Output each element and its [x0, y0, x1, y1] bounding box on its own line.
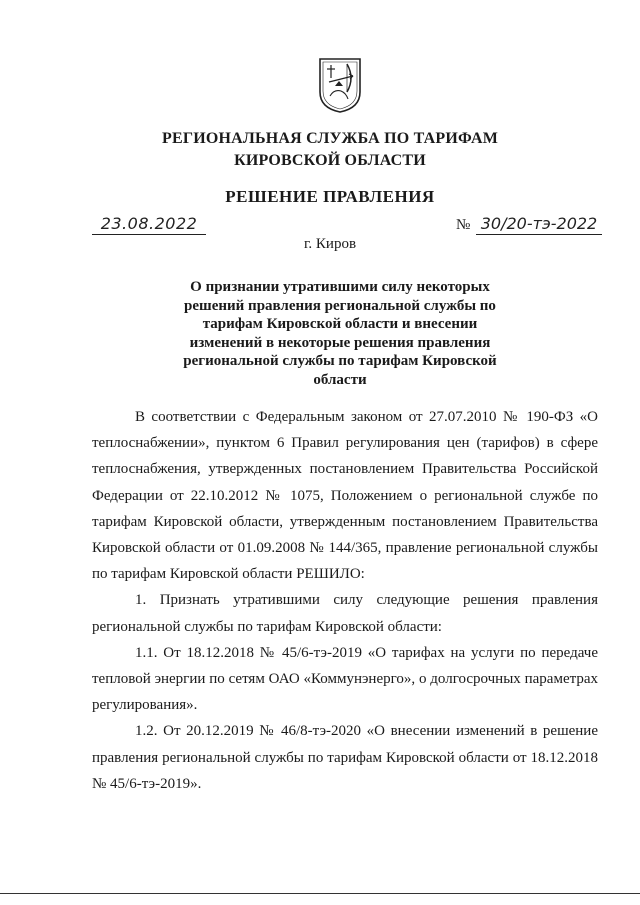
organization-title-line-1: РЕГИОНАЛЬНАЯ СЛУЖБА ПО ТАРИФАМ: [161, 130, 499, 147]
organization-title: [80, 128, 580, 172]
kirov-coat-of-arms-icon: [317, 56, 363, 114]
decision-subject: О признании утратившими силу некоторых решений правления региональной службы по тарифам Кировской области и внесении изменений в некоторые решения правления региональной службы по тарифам Кировской области: [183, 279, 497, 388]
paragraph-item-1-2: 1.2. От 20.12.2019 № 46/8-тэ-2020 «О внесении изменений в решение правления региональной службы по тарифам Кировской области от 18.12.2018 № 45/6-тэ-2019».: [92, 723, 598, 792]
decision-title: РЕШЕНИЕ ПРАВЛЕНИЯ: [225, 187, 435, 206]
page-bottom-divider: [0, 893, 640, 894]
paragraph-item-1-1: 1.1. От 18.12.2018 № 45/6-тэ-2019 «О тарифах на услуги по передаче тепловой энергии по сетям ОАО «Коммунэнерго», о долгосрочных параметрах регулирования».: [92, 644, 598, 714]
decision-number: 30/20-тэ-2022: [476, 214, 602, 235]
decision-date: 23.08.2022: [92, 214, 206, 235]
number-label: №: [456, 217, 471, 233]
city-label: г. Киров: [303, 236, 357, 252]
organization-title-line-2: КИРОВСКОЙ ОБЛАСТИ: [234, 152, 426, 169]
paragraph-item-1: 1. Признать утратившими силу следующие решения правления региональной службы по тарифам Кировской области:: [92, 592, 598, 635]
decision-body: [92, 404, 598, 797]
paragraph-preamble: В соответствии с Федеральным законом от 27.07.2010 № 190-ФЗ «О теплоснабжении», пунктом 6 Правил регулирования цен (тарифов) в сфере теплоснабжения, утвержденных постановлением Правительства Российской Федерации от 22.10.2012 № 1075, Положением о региональной службе по тарифам Кировской области, утвержденным постановлением Правительства Кировской области от 01.09.2008 № 144/365, правление региональной службы по тарифам Кировской области РЕШИЛО:: [92, 409, 598, 583]
